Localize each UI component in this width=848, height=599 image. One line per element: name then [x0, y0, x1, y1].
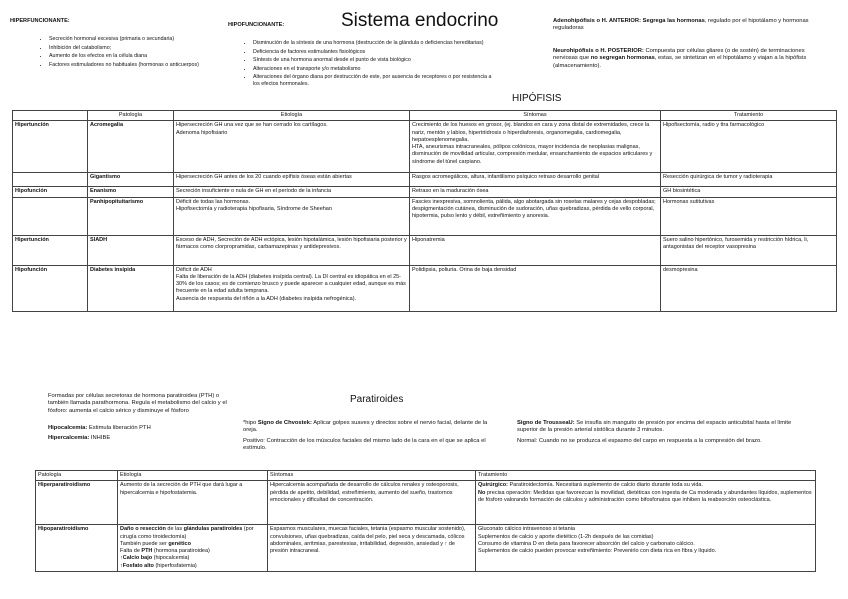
chvostek-note: *hipo Signo de Chvostek: Aplicar golpes suaves y directos sobre el nervio facial, delante de la oreja. Positivo: Contracción de los músculos faciales del mismo lado de la cara en el que se aplica el estímulo.: [243, 420, 488, 452]
trousseau-note: Signo de TrousseaU: Se insufla sin manguito de presión por encima del espacio anticubital hasta el límite superior de la presión arterial sistólica durante 3 minutos. Normal: Cuando no se produzca el espasmo del carpo en respuesta a la compresión del brazo.: [517, 420, 792, 444]
pathology-cell: Gigantismo: [88, 173, 174, 187]
pathology-cell: SIADH: [88, 235, 174, 265]
page-title: Sistema endocrino: [341, 10, 499, 31]
treatment-cell: Suero salino hipertónico, furosemida y restricción hídrica, li, antagonistas del receptor vasopresina: [661, 235, 837, 265]
hipocalcemia-note: Hipocalcemia: Estimula liberación PTH: [48, 425, 151, 431]
hipofisis-title: HIPÓFISIS: [512, 93, 562, 104]
hipercalcemia-note: Hipercalcemia: INHIBE: [48, 435, 111, 441]
pathology-cell: Hipoparatiroidismo: [36, 525, 118, 572]
treatment-cell: Gluconato cálcico intravenoso si tetania Suplementos de calcio y aporte dietético (1-2h después de las comidas) Consumo de vitamina D en dieta para favorecer absorción del calcio y carbonato cálcico. Suplementos de calcio pueden provocar estreñimiento: Prevenirlo con dieta rica en fibra y líquido.: [476, 525, 816, 572]
hipofisis-table: [12, 110, 837, 312]
etiology-cell: Secreción insuficiente o nula de GH en el período de la infancia: [174, 187, 410, 197]
category-cell: [13, 197, 88, 235]
paratiroides-table: [35, 470, 816, 572]
symptoms-cell: Rasgos acromegálicos, altura, infantilismo psíquico retraso desarrollo genital: [410, 173, 661, 187]
pathology-cell: Enanismo: [88, 187, 174, 197]
table-row: [13, 173, 837, 187]
category-cell: Hipertunción: [13, 235, 88, 265]
header-cell: Síntomas: [268, 471, 476, 481]
treatment-cell: Quirúrgico: Paratiroidectomía. Necesitará suplemento de calcio diario durante toda su vida. No precisa operación: Medidas que favorezcan la movilidad, dietéticas con ingesta de Ca moderada y abundantes líquidos, suplementos de fósforo valorando formación de cálculos y administración como bifosfonatos que inhiben la reabsorción osteoclástica.: [476, 481, 816, 525]
header-cell: Etiología: [118, 471, 268, 481]
header-cell: [13, 111, 88, 121]
table-row: [13, 187, 837, 197]
hipofuncionante-heading: HIPOFUNCIONANTE:: [228, 22, 285, 28]
header-cell: Tratamiento: [476, 471, 816, 481]
etiology-cell: Déficit de todas las hormonas. Hipofisectomía y radioterapia hipofisaria, Síndrome de Sheehan: [174, 197, 410, 235]
table-row: [13, 121, 837, 173]
header-cell: Etiología: [174, 111, 410, 121]
hiperfuncionante-list: [38, 36, 248, 70]
symptoms-cell: Espasmos musculares, muecas faciales, tetania (espasmo muscular sostenido), convulsiones, uñas quebradizas, caída del pelo, piel seca y descamada, cólicos abdominales, arritmias, parestesias, irritabilidad, depresión, ansiedad y ↑ de presión intracraneal.: [268, 525, 476, 572]
etiology-cell: Hipersecreción GH una vez que se han cerrado los cartílagos. Adenoma hipofisiario: [174, 121, 410, 173]
pathology-cell: Panhipopituitarismo: [88, 197, 174, 235]
treatment-cell: Hormonas sutitutivas: [661, 197, 837, 235]
etiology-cell: Aumento de la secreción de PTH que dará lugar a hipercalcemia e hipofostatemia.: [118, 481, 268, 525]
etiology-cell: Hipersecreción GH antes de los 20 cuando epífisis óseas están abiertas: [174, 173, 410, 187]
paratiroides-intro: Formadas por células secretoras de hormona paratiroidea (PTH) o también llamada parathormona. Regula el metabolismo del calcio y el fósforo: aumenta el calcio sérico y disminuye el fósforo: [48, 393, 227, 414]
list-item: • Inhibición del catabolismo;: [49, 45, 248, 52]
symptoms-cell: Retraso en la maduración ósea: [410, 187, 661, 197]
symptoms-cell: Hiponatremia: [410, 235, 661, 265]
etiology-cell: Daño o resección de las glándulas paratiroides (por cirugía como tiroidectomía) También puede ser genético Falta de PTH (hormona paratiroidea) ↑Calcio bajo (hipocalcemia) ↑Fosfato alto (hiperfosfatemia): [118, 525, 268, 572]
list-item: • Deficiencia de factores estimulantes fisiológicos: [253, 49, 492, 56]
table-header-row: [36, 471, 816, 481]
list-item: • Alteraciones del órgano diana por destrucción de este, por ausencia de receptores o por resistencia a los efectos hormonales.: [253, 74, 492, 88]
treatment-cell: Resección quirúrgica de tumor y radioterapia: [661, 173, 837, 187]
treatment-cell: GH biosintética: [661, 187, 837, 197]
header-cell: Tratamiento: [661, 111, 837, 121]
table-row: [36, 481, 816, 525]
category-cell: Hipertunción: [13, 121, 88, 173]
header-cell: Síntomas: [410, 111, 661, 121]
treatment-cell: Hipofisectomía, radio y ttra farmacológico: [661, 121, 837, 173]
table-row: [13, 197, 837, 235]
pathology-cell: Diabetes insípida: [88, 265, 174, 311]
treatment-cell: desmopresina: [661, 265, 837, 311]
table-header-row: [13, 111, 837, 121]
list-item: • Síntesis de una hormona anormal desde el punto de vista biológico: [253, 57, 492, 64]
table-row: [13, 265, 837, 311]
symptoms-cell: Hipercalcemia acompañada de desarrollo de cálculos renales y osteoporosis, pérdida de apetito, debilidad, estreñimiento, aumento del sueño, trastornos emocionales y dificultad de concentración.: [268, 481, 476, 525]
list-item: • Factores estimuladores no habituales (hormonas o anticuerpos): [49, 62, 248, 69]
etiology-cell: Exceso de ADH, Secreción de ADH ectópica, lesión hipotalámica, lesión hipofisiaria posterior y fármacos como clorpropramidas, carbamazepinas y antidepresivos.: [174, 235, 410, 265]
table-row: [13, 235, 837, 265]
category-cell: Hipofunción: [13, 265, 88, 311]
symptoms-cell: Fascies inexpresiva, somnolienta, pálida, algo abotargada sin rosetas malares y cejas despobladas; despigmentación cutánea, disminución de sudoración, uñas quebradizas, pérdida de vello corporal, hipotermia, pulso lento y débil, estreñimiento y anorexia.: [410, 197, 661, 235]
list-item: • Disminución de la síntesis de una hormona (destrucción de la glándula o deficiencias hereditarias): [253, 40, 492, 47]
pathology-cell: Hiperparatiroidismo: [36, 481, 118, 525]
pathology-cell: Acromegalia: [88, 121, 174, 173]
table-row: [36, 525, 816, 572]
neurohipofisis-note: Neurohipófisis o H. POSTERIOR: Compuesta por células gliares (o de sostén) de terminaciones nerviosas que no segregan hormonas, estas, se sintetizan en el hipotálamo y viajan a la hipófisis (almacenamiento).: [553, 48, 807, 69]
etiology-cell: Déficit de ADH Falta de liberación de la ADH (diabetes insípida central). La DI central es idiopática en el 25-30% de los casos; es de comienzo brusco y puede aparecer a cualquier edad, aunque es más frecuente en la edad adulta temprana. Ausencia de respuesta del riñón a la ADH (diabetes insípida nefrogénica).: [174, 265, 410, 311]
list-item: • Secreción hormonal excesiva (primaria o secundaria): [49, 36, 248, 43]
header-cell: Patología: [36, 471, 118, 481]
category-cell: Hipofunción: [13, 187, 88, 197]
category-cell: [13, 173, 88, 187]
list-item: • Aumento de los efectos en la célula diana: [49, 53, 248, 60]
adenohipofisis-note: Adenohipófisis o H. ANTERIOR: Segrega las hormonas, regulado por el hipotálamo y hormonas reguladoras: [553, 18, 809, 32]
header-cell: Patología: [88, 111, 174, 121]
paratiroides-title: Paratiroides: [350, 394, 404, 405]
symptoms-cell: Polidipsia, poliuria. Orina de baja densidad: [410, 265, 661, 311]
hipofuncionante-list: [242, 40, 492, 89]
symptoms-cell: Crecimiento de los huesos en grosor, (ej. blandos en cara y zona distal de extremidades, crece la nariz, mentón y labios, hipertriidrosis o hiperdiaforesis, organomegalia, cardiomegalia, hepatoesplenomegalia. HTA, aneurismas intracraneales, pólipos colónicos, mayor incidencia de neoplasias malignas, disminución de movilidad articular, compresión medular, ensanchamiento de espacios articulares y síndrome del túnel carpiano.: [410, 121, 661, 173]
hiperfuncionante-heading: HIPERFUNCIONANTE:: [10, 18, 70, 24]
list-item: • Alteraciones en el transporte y/o metabolismo: [253, 66, 492, 73]
